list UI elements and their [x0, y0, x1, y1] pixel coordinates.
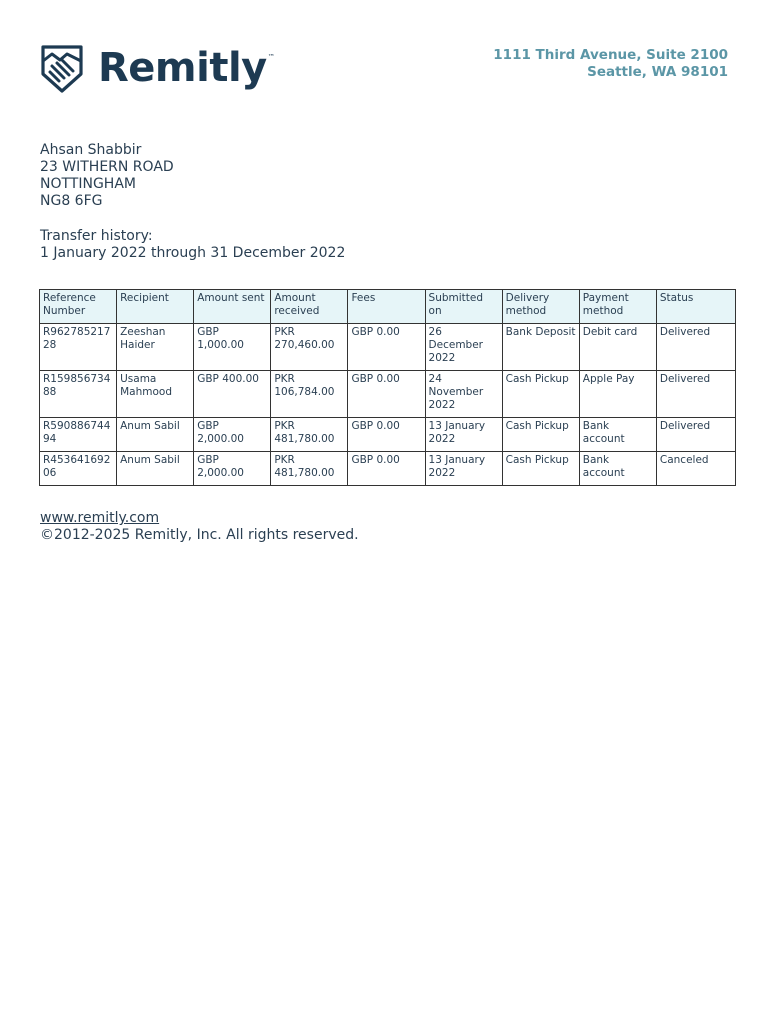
customer-name: Ahsan Shabbir: [40, 142, 142, 158]
cell-amount-sent: GBP 400.00: [194, 371, 271, 418]
customer-postcode: NG8 6FG: [40, 193, 103, 209]
company-address-line1: 1111 Third Avenue, Suite 2100: [493, 47, 728, 63]
table-row: [40, 324, 736, 371]
cell-reference-number: R45364169206: [40, 452, 117, 486]
cell-fees: GBP 0.00: [348, 371, 425, 418]
footer: [40, 510, 359, 544]
cell-fees: GBP 0.00: [348, 324, 425, 371]
copyright-notice: ©2012-2025 Remitly, Inc. All rights reserved.: [40, 527, 359, 543]
table-row: [40, 371, 736, 418]
header-fees: Fees: [348, 290, 425, 324]
cell-status: Delivered: [656, 418, 735, 452]
header-status: Status: [656, 290, 735, 324]
company-address: [493, 47, 728, 81]
cell-payment-method: Bank account: [579, 418, 656, 452]
cell-status: Delivered: [656, 371, 735, 418]
table-header-row: [40, 290, 736, 324]
header-submitted-on: Submitted on: [425, 290, 502, 324]
cell-recipient: Usama Mahmood: [117, 371, 194, 418]
trademark-symbol: ™: [267, 53, 275, 61]
cell-recipient: Anum Sabil: [117, 418, 194, 452]
cell-amount-received: PKR 270,460.00: [271, 324, 348, 371]
header-recipient: Recipient: [117, 290, 194, 324]
customer-street: 23 WITHERN ROAD: [40, 159, 174, 175]
cell-delivery-method: Cash Pickup: [502, 452, 579, 486]
cell-submitted-on: 26 December 2022: [425, 324, 502, 371]
cell-payment-method: Apple Pay: [579, 371, 656, 418]
header-payment-method: Payment method: [579, 290, 656, 324]
handshake-shield-icon: [39, 44, 85, 94]
history-title: Transfer history:: [40, 228, 153, 244]
cell-amount-sent: GBP 2,000.00: [194, 452, 271, 486]
cell-delivery-method: Cash Pickup: [502, 418, 579, 452]
cell-payment-method: Debit card: [579, 324, 656, 371]
table-row: [40, 452, 736, 486]
header-delivery-method: Delivery method: [502, 290, 579, 324]
cell-fees: GBP 0.00: [348, 452, 425, 486]
table-row: [40, 418, 736, 452]
header-reference-number: Reference Number: [40, 290, 117, 324]
cell-status: Canceled: [656, 452, 735, 486]
customer-address: [40, 142, 174, 210]
cell-reference-number: R96278521728: [40, 324, 117, 371]
brand-wordmark: Remitly™: [98, 45, 275, 91]
cell-amount-received: PKR 481,780.00: [271, 452, 348, 486]
cell-amount-sent: GBP 2,000.00: [194, 418, 271, 452]
cell-submitted-on: 13 January 2022: [425, 418, 502, 452]
website-link[interactable]: www.remitly.com: [40, 510, 160, 526]
history-period: 1 January 2022 through 31 December 2022: [40, 245, 346, 261]
cell-payment-method: Bank account: [579, 452, 656, 486]
cell-submitted-on: 24 November 2022: [425, 371, 502, 418]
header-amount-sent: Amount sent: [194, 290, 271, 324]
transfer-history-table: [39, 289, 736, 486]
cell-delivery-method: Cash Pickup: [502, 371, 579, 418]
cell-delivery-method: Bank Deposit: [502, 324, 579, 371]
cell-submitted-on: 13 January 2022: [425, 452, 502, 486]
cell-reference-number: R59088674494: [40, 418, 117, 452]
company-address-line2: Seattle, WA 98101: [587, 64, 728, 80]
customer-city: NOTTINGHAM: [40, 176, 136, 192]
cell-recipient: Zeeshan Haider: [117, 324, 194, 371]
cell-fees: GBP 0.00: [348, 418, 425, 452]
cell-reference-number: R15985673488: [40, 371, 117, 418]
cell-amount-received: PKR 106,784.00: [271, 371, 348, 418]
cell-recipient: Anum Sabil: [117, 452, 194, 486]
transfer-history-heading: [40, 228, 345, 262]
remitly-logo: [39, 44, 274, 94]
cell-status: Delivered: [656, 324, 735, 371]
header-amount-received: Amount received: [271, 290, 348, 324]
cell-amount-sent: GBP 1,000.00: [194, 324, 271, 371]
cell-amount-received: PKR 481,780.00: [271, 418, 348, 452]
